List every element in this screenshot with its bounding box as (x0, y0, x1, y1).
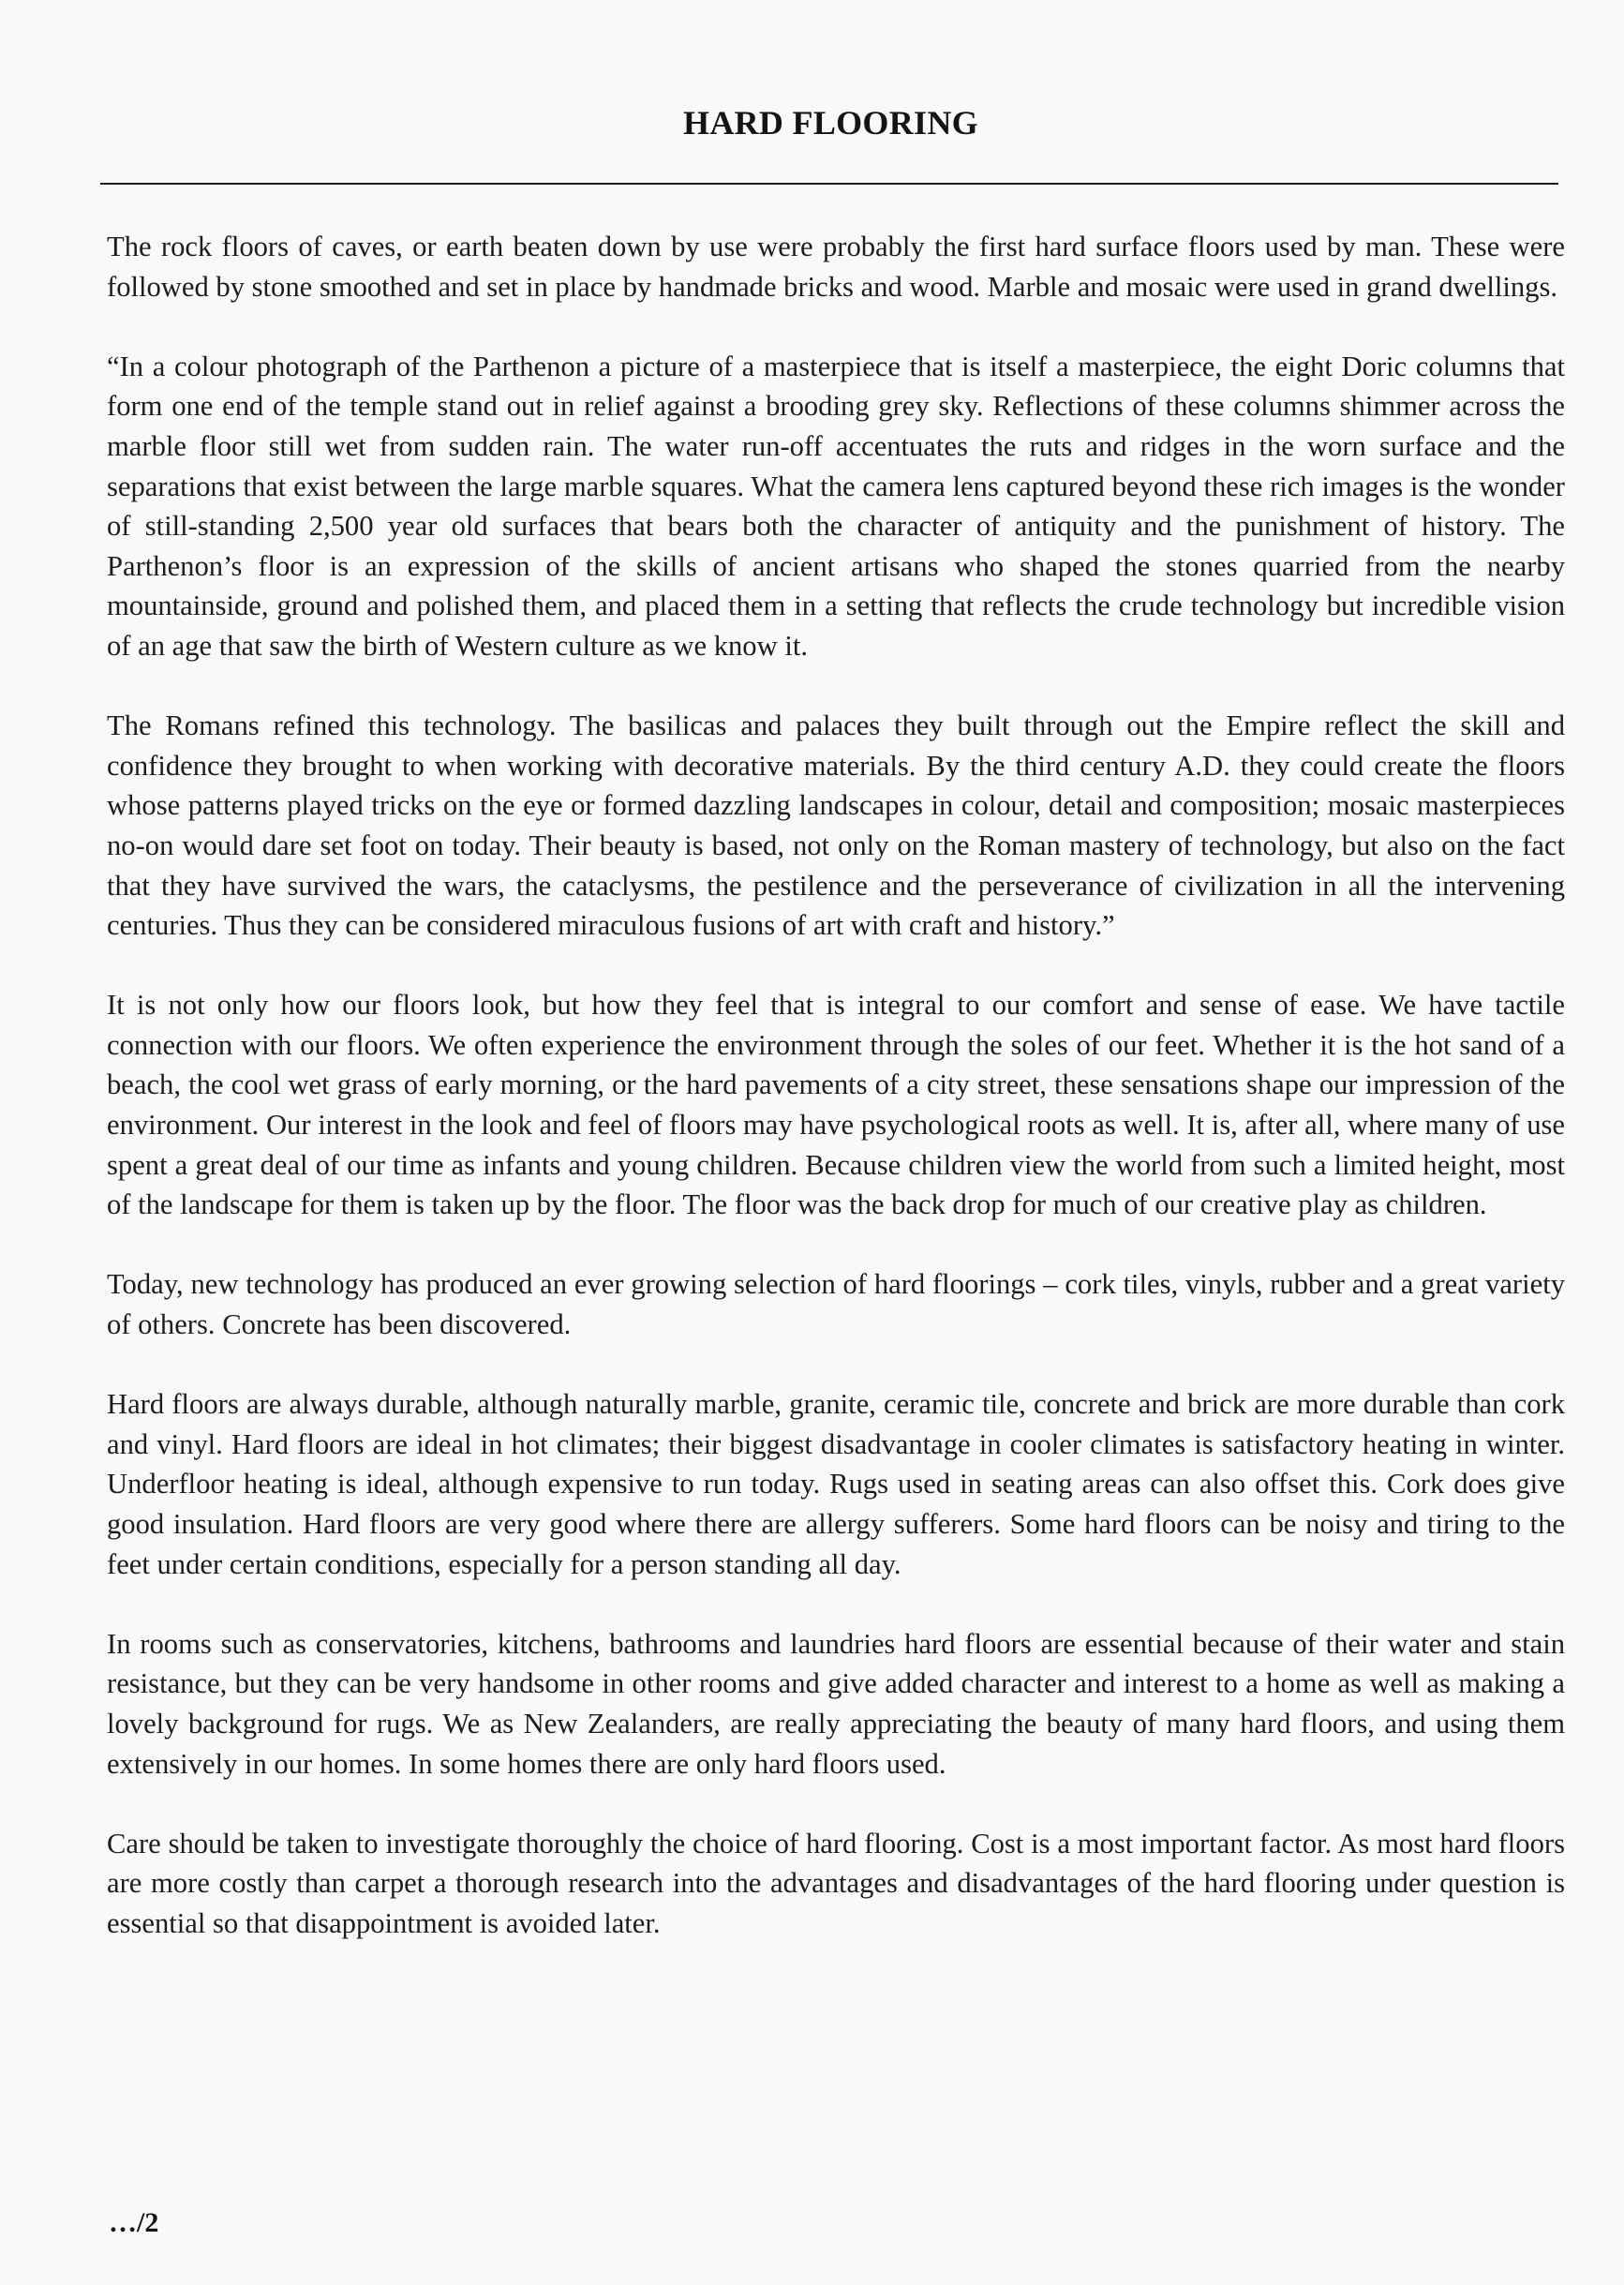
paragraph-romans: The Romans refined this technology. The basilicas and palaces they built through out the Empire reflect the skill and confidence they brought to when working with decorative materials. By the third century A.D. they could create the floors whose patterns played tricks on the eye or formed dazzling landscapes in colour, detail and composition; mosaic masterpieces no-on would dare set foot on today. Their beauty is based, not only on the Roman mastery of technology, but also on the fact that they have survived the wars, the cataclysms, the pestilence and the perseverance of civilization in all the intervening centuries. Thus they can be considered miraculous fusions of art with craft and history.” (107, 709, 1565, 942)
paragraph-care: Care should be taken to investigate thoroughly the choice of hard flooring. Cost is a most important factor. As most hard floors are more costly than carpet a thorough research into the advantages and disadvantages of the hard flooring under question is essential so that disappointment is avoided later. (107, 1827, 1565, 1939)
page-continuation-marker: …/2 (109, 2207, 159, 2238)
paragraph-new-technology: Today, new technology has produced an ever growing selection of hard floorings – cork tiles, vinyls, rubber and a great variety of others. Concrete has been discovered. (107, 1268, 1565, 1341)
paragraph-parthenon-quote: “In a colour photograph of the Parthenon a picture of a masterpiece that is itself a masterpiece, the eight Doric columns that form one end of the temple stand out in relief against a brooding grey sky. Reflections of these columns shimmer across the marble floor still wet from sudden rain. The water run-off accentuates the ruts and ridges in the worn surface and the separations that exist between the large marble squares. What the camera lens captured beyond these rich images is the wonder of still-standing 2,500 year old surfaces that bears both the character of antiquity and the punishment of history. The Parthenon’s floor is an expression of the skills of ancient artisans who shaped the stones quarried from the nearby mountainside, ground and polished them, and placed them in a setting that reflects the crude technology but incredible vision of an age that saw the birth of Western culture as we know it. (107, 350, 1565, 662)
title-divider (100, 183, 1558, 185)
paragraph-intro: The rock floors of caves, or earth beaten down by use were probably the first hard surface floors used by man. These were followed by stone smoothed and set in place by handmade bricks and wood. Marble and mosaic were used in grand dwellings. (107, 231, 1565, 303)
paragraph-rooms: In rooms such as conservatories, kitchens, bathrooms and laundries hard floors are essential because of their water and stain resistance, but they can be very handsome in other rooms and give added character and interest to a home as well as making a lovely background for rugs. We as New Zealanders, are really appreciating the beauty of many hard floors, and using them extensively in our homes. In some homes there are only hard floors used. (107, 1627, 1565, 1780)
paragraph-durability: Hard floors are always durable, although naturally marble, granite, ceramic tile, concrete and brick are more durable than cork and vinyl. Hard floors are ideal in hot climates; their biggest disadvantage in cooler climates is satisfactory heating in winter. Underfloor heating is ideal, although expensive to run today. Rugs used in seating areas can also offset this. Cork does give good insulation. Hard floors are very good where there are allergy sufferers. Some hard floors can be noisy and tiring to the feet under certain conditions, especially for a person standing all day. (107, 1388, 1565, 1580)
page-title: HARD FLOORING (683, 104, 978, 142)
document-body (107, 227, 1565, 1944)
paragraph-tactile: It is not only how our floors look, but how they feel that is integral to our comfort and sense of ease. We have tactile connection with our floors. We often experience the environment through the soles of our feet. Whether it is the hot sand of a beach, the cool wet grass of early morning, or the hard pavements of a city street, these sensations shape our impression of the environment. Our interest in the look and feel of floors may have psychological roots as well. It is, after all, where many of use spent a great deal of our time as infants and young children. Because children view the world from such a limited height, most of the landscape for them is taken up by the floor. The floor was the back drop for much of our creative play as children. (107, 989, 1565, 1221)
